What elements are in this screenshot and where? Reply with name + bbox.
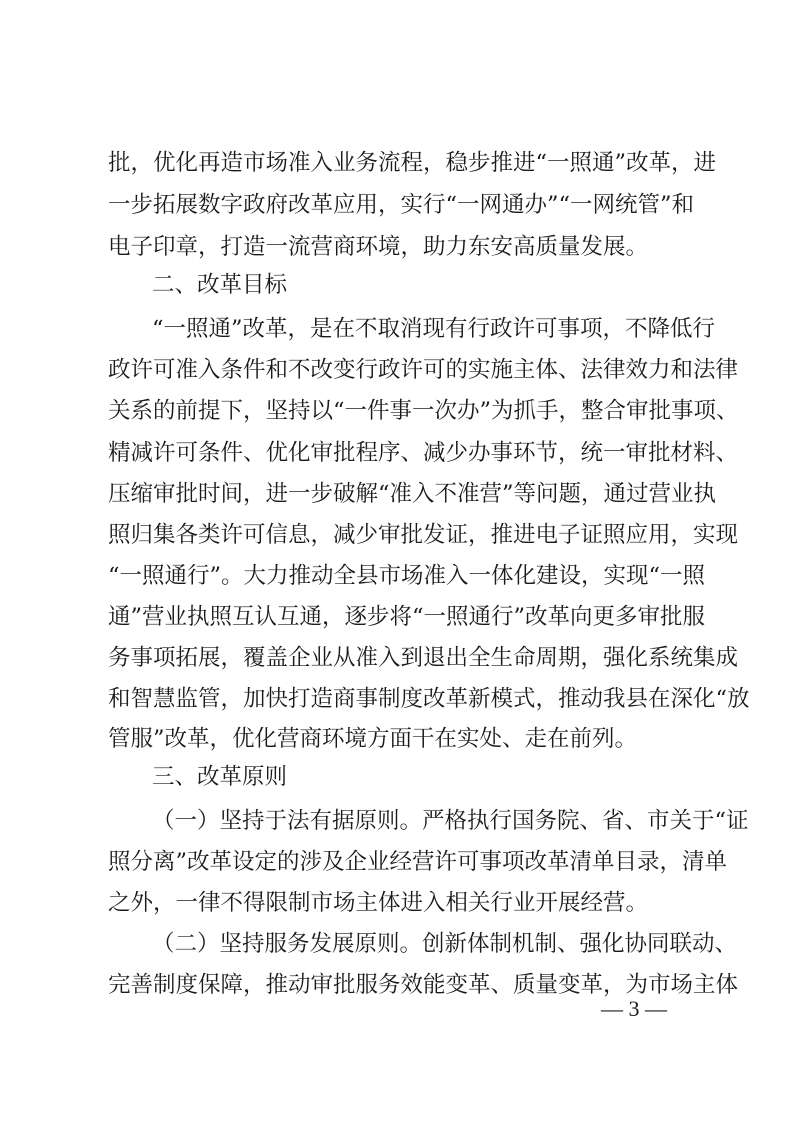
- paragraph-3-line-1: （一）坚持于法有据原则。严格执行国务院、省、市关于“证: [152, 808, 749, 834]
- section-heading-goals: 二、改革目标: [152, 272, 288, 298]
- paragraph-2-line-1: “一照通”改革，是在不取消现有行政许可事项，不降低行: [152, 316, 716, 342]
- paragraph-2-line-7: “一照通行”。大力推动全县市场准入一体化建设，实现“一照: [108, 563, 706, 589]
- paragraph-2-line-6: 照归集各类许可信息，减少审批发证，推进电子证照应用，实现: [108, 522, 739, 548]
- paragraph-1-line-3: 电子印章，打造一流营商环境，助力东安高质量发展。: [108, 234, 649, 260]
- page-number: — 3 —: [601, 996, 667, 1021]
- paragraph-2-line-4: 精减许可条件、优化审批程序、减少办事环节，统一审批材料、: [108, 440, 739, 466]
- paragraph-1-line-1: 批，优化再造市场准入业务流程，稳步推进“一照通”改革，进: [108, 150, 717, 176]
- paragraph-2-line-11: 管服”改革，优化营商环境方面干在实处、走在前列。: [108, 726, 638, 752]
- paragraph-3-line-2: 照分离”改革设定的涉及企业经营许可事项改革清单目录，清单: [108, 849, 728, 875]
- paragraph-1-line-2: 一步拓展数字政府改革应用，实行“一网通办”“一网统管”和: [108, 192, 695, 218]
- paragraph-2-line-5: 压缩审批时间，进一步破解“准入不准营”等问题，通过营业执: [108, 481, 717, 507]
- paragraph-2-line-10: 和智慧监管，加快打造商事制度改革新模式，推动我县在深化“放: [108, 686, 750, 712]
- paragraph-3-line-3: 之外，一律不得限制市场主体进入相关行业开展经营。: [108, 890, 649, 916]
- section-heading-principles: 三、改革原则: [152, 764, 288, 790]
- paragraph-2-line-2: 政许可准入条件和不改变行政许可的实施主体、法律效力和法律: [108, 357, 739, 383]
- paragraph-2-line-8: 通”营业执照互认互通，逐步将“一照通行”改革向更多审批服: [108, 604, 706, 630]
- paragraph-4-line-2: 完善制度保障，推动审批服务效能变革、质量变革，为市场主体: [108, 972, 739, 998]
- paragraph-2-line-9: 务事项拓展，覆盖企业从准入到退出全生命周期，强化系统集成: [108, 645, 739, 671]
- paragraph-4-line-1: （二）坚持服务发展原则。创新体制机制、强化协同联动、: [152, 931, 738, 957]
- paragraph-2-line-3: 关系的前提下，坚持以“一件事一次办”为抓手，整合审批事项、: [108, 398, 739, 424]
